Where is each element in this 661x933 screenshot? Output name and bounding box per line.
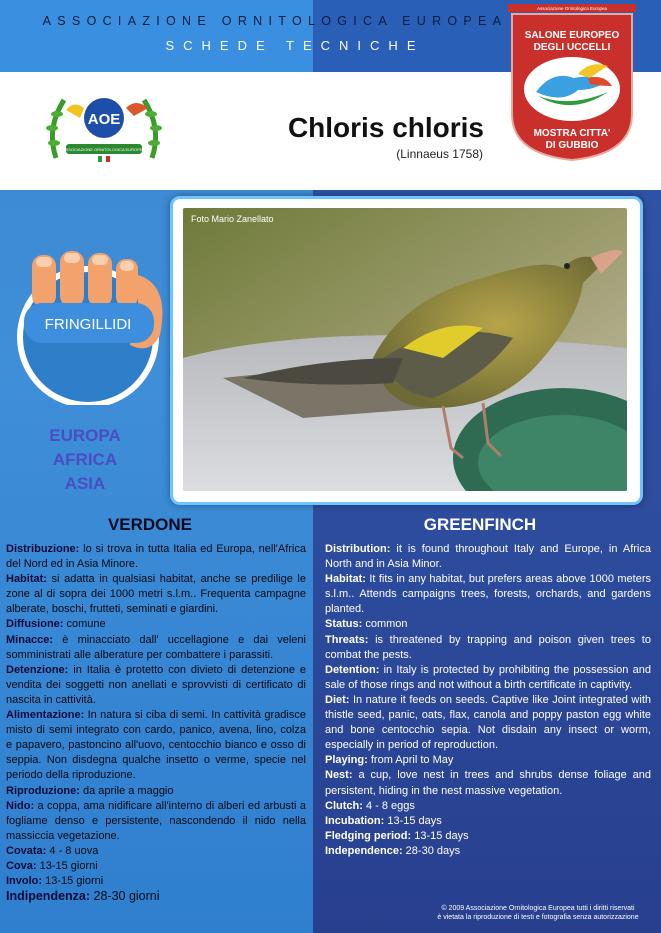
italian-entry-text: In natura si ciba di semi. In cattività gradisce misto di semi integrato con cardo, panico, avena, lino, colza e papavero, pastoncino all'uovo, centocchio bianco e osso di seppia. Non disdegna qualche insetto o verme, specie nel periodo della riproduzione. [6,709,306,782]
species-author: (Linnaeus 1758) [396,147,483,161]
english-entry-text: in Italy is protected by prohibiting the possession and sale of those rings and not without a birth certificate in captivity. [325,663,651,691]
english-entry-text: it is found throughout Italy and Europe, in Africa North and in Asia Minor. [325,543,651,571]
italian-entry-text: 13-15 giorni [36,859,98,872]
copyright-line-2: è vietata la riproduzione di testi e fotografia senza autorizzazione [437,914,639,921]
english-entry-label: Distribution: [325,543,391,555]
italian-entry [6,859,306,874]
italian-entry-label: Alimentazione: [6,709,85,722]
italian-entry [6,663,306,708]
copyright-line-1: © 2009 Associazione Ornitologica Europea tutti i diritti riservati [441,905,635,912]
badge-line-3: MOSTRA CITTA' [533,128,611,139]
photo-frame [170,196,643,505]
aoe-logo-text: AOE [87,111,121,128]
badge-line-1: SALONE EUROPEO [524,30,620,41]
english-heading: GREENFINCH [423,515,537,534]
italian-description [6,542,306,904]
english-entry-text: a cup, love nest in trees and shrubs dense foliage and persistent, hiding in the nest massive vegetation. [325,769,651,797]
english-entry-label: Incubation: [325,814,385,827]
italian-entry-label: Diffusione: [6,618,64,631]
english-entry [325,799,651,814]
english-entry [325,693,651,753]
italian-entry-label: Nido: [6,799,35,812]
badge-line-2: DEGLI UCCELLI [533,42,611,53]
english-entry-label: Playing: [325,754,368,767]
english-entry-label: Diet: [325,693,350,706]
italian-entry [6,633,306,663]
english-entry-label: Fledging period: [325,829,412,842]
italian-entry [6,617,306,632]
english-description [325,542,651,859]
aoe-logo [44,88,164,168]
italian-entry-text: a coppa, ama nidificare all'interno di alberi ed arbusti a fogliame denso e persistente, nascondendo il nido nella massiccia vegetazione. [6,799,306,842]
english-entry-text: 4 - 8 eggs [362,799,415,812]
english-entry-text: from April to May [367,754,454,767]
badge-line-4: DI GUBBIO [545,140,599,151]
header-band-left [0,0,313,72]
photo-credit: Foto Mario Zanellato [191,214,274,224]
italian-entry [6,889,306,904]
italian-entry-text: è minacciato dall' uccellagione e dai veleni somministrati alle alberature per combattere i parassiti. [6,633,306,661]
sheet-subtitle: SCHEDE TECNICHE [165,38,425,53]
english-entry-text: 28-30 days [402,844,461,857]
italian-entry-text: si adatta in qualsiasi habitat, anche se predilige le zone al di sopra dei 1000 metri s.l.m.. Frequenta campagne alberate, boschi, frutteti, seminati e giardini. [6,573,306,616]
english-entry-text: common [362,618,408,631]
regions-list [40,424,130,496]
family-hand-icon [10,245,175,405]
english-entry-text: It fits in any habitat, but prefers areas above 1000 meters s.l.m.. Attends campaigns trees, forests, orchards, and gardens planted. [325,573,651,616]
english-entry-label: Status: [325,618,363,631]
italian-entry-text: 4 - 8 uova [46,844,99,857]
italian-entry [6,542,306,572]
italian-entry [6,799,306,844]
english-entry-text: 13-15 days [411,829,469,842]
english-entry [325,753,651,768]
italian-entry [6,572,306,617]
region-item: EUROPA [49,426,121,445]
gubbio-show-badge [508,4,636,162]
english-entry-text: is threatened by trapping and poison given trees to combat the pests. [325,633,651,661]
english-entry [325,814,651,829]
english-entry [325,768,651,798]
italian-entry [6,874,306,889]
english-entry-label: Habitat: [325,573,366,586]
english-entry [325,572,651,617]
english-entry [325,829,651,844]
italian-entry-label: Cova: [6,859,37,872]
italian-entry-label: Riproduzione: [6,784,80,797]
english-entry-label: Threats: [325,633,369,646]
english-entry [325,617,651,632]
italian-entry-text: in Italia è protetto con divieto di detenzione e vendita dei soggetti non anellati e sprovvisti di certificato di nascita in cattività. [6,663,306,706]
english-entry-label: Detention: [325,663,380,676]
italian-entry [6,708,306,783]
english-entry-label: Clutch: [325,799,363,812]
english-entry-text: 13-15 days [384,814,442,827]
species-name: Chloris chloris [287,112,484,143]
association-name: ASSOCIAZIONE ORNITOLOGICA EUROPEA [42,14,508,28]
italian-entry [6,784,306,799]
region-item: AFRICA [52,450,118,469]
english-entry-label: Nest: [325,769,353,782]
italian-entry-label: Habitat: [6,573,47,586]
italian-entry-label: Minacce: [6,633,54,646]
aoe-logo-caption: ASSOCIAZIONE ORNITOLOGICA EUROPEA [62,147,146,152]
english-entry [325,663,651,693]
italian-entry-text: lo si trova in tutta Italia ed Europa, nell'Africa del Nord ed in Asia Minore. [6,543,306,571]
italian-entry-text: 13-15 giorni [42,875,104,888]
italian-entry [6,844,306,859]
region-item: ASIA [64,474,106,493]
english-entry [325,542,651,572]
italian-entry-label: Indipendenza: [6,889,91,904]
italian-entry-label: Detenzione: [6,663,69,676]
english-entry-label: Independence: [325,844,403,857]
family-label: FRINGILLIDI [44,316,132,333]
italian-heading: VERDONE [107,515,193,534]
italian-entry-text: 28-30 giorni [90,889,160,904]
copyright-notice [420,904,656,922]
italian-entry-text: comune [63,618,106,631]
english-entry [325,633,651,663]
italian-entry-label: Involo: [6,875,43,888]
english-entry-text: In nature it feeds on seeds. Captive like Joint integrated with thistle seed, panic, oats, flax, canola and poppy paston egg white and bone centocchio sepia. Not disdain any insect or worm, especially in period of reproduction. [325,693,651,752]
italian-entry-text: da aprile a maggio [79,784,174,797]
greenfinch-photo [183,208,627,491]
italian-entry-label: Distribuzione: [6,543,80,555]
greenfinch-illustration [183,208,627,491]
italian-entry-label: Covata: [6,844,47,857]
english-entry [325,844,651,859]
badge-top-text: Associazione Ornitologica Europea [536,6,608,11]
